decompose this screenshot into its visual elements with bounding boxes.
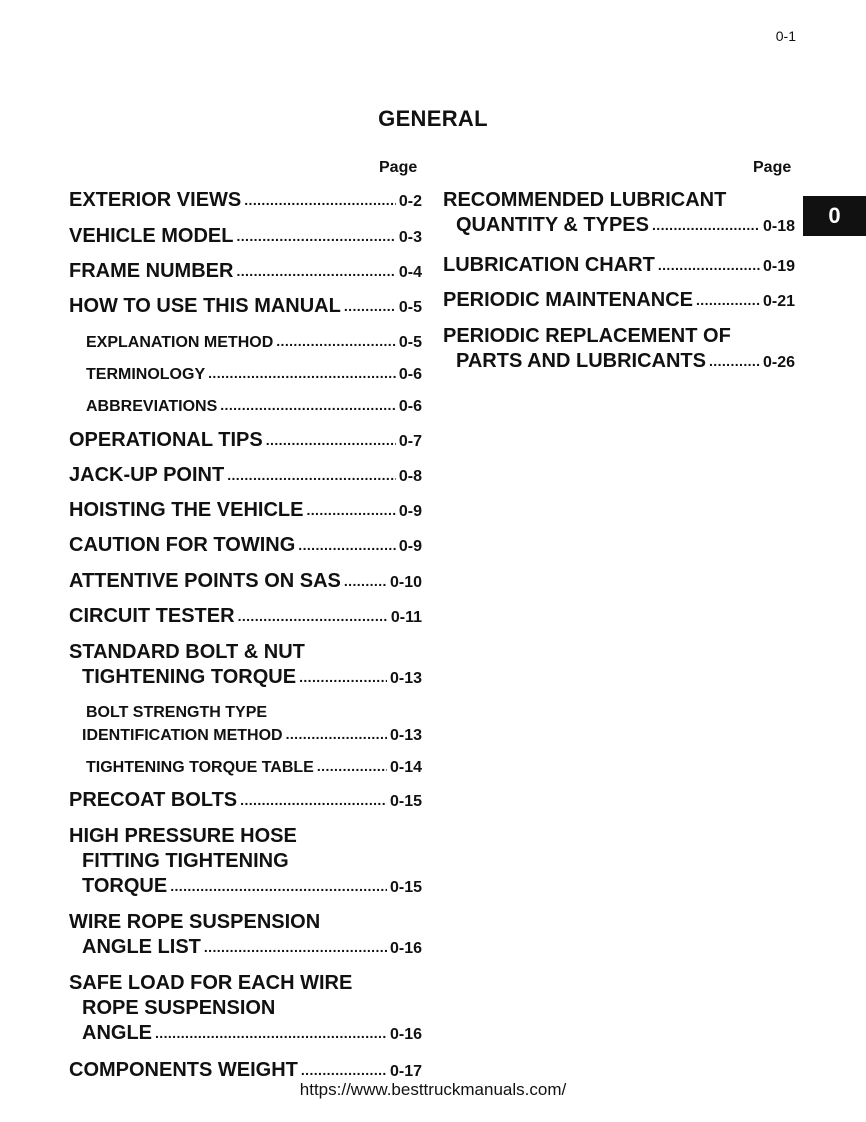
toc-entry-page: 0-5 [398,299,422,316]
toc-entry[interactable] [69,702,422,747]
toc-entry-page: 0-3 [398,229,422,246]
dot-leader [244,187,396,213]
toc-entry[interactable] [69,188,422,214]
dot-leader [236,223,395,249]
toc-entry-title: FITTING TIGHTENING [82,850,289,872]
toc-entry-page: 0-8 [398,468,422,485]
toc-entry-title: TIGHTENING TORQUE TABLE [86,759,314,776]
footer-url[interactable]: https://www.besttruckmanuals.com/ [299,1080,567,1099]
dot-leader [286,723,387,746]
dot-leader [236,258,395,284]
dot-leader [155,1020,387,1046]
toc-entry-title: PERIODIC MAINTENANCE [443,289,694,311]
toc-entry[interactable] [69,569,422,595]
toc-entry-title: EXTERIOR VIEWS [69,189,242,211]
toc-entry-title: RECOMMENDED LUBRICANT [443,189,727,211]
toc-entry-title: QUANTITY & TYPES [456,214,649,236]
toc-entry-page: 0-18 [762,218,795,235]
toc-entry[interactable] [69,498,422,524]
toc-entry[interactable] [69,971,422,1047]
toc-entry-title: CIRCUIT TESTER [69,605,235,627]
toc-entry-page: 0-13 [389,670,422,687]
toc-entry-title: ANGLE LIST [82,936,201,958]
toc-entry[interactable] [69,910,422,961]
dot-leader [299,664,387,690]
toc-entry-title: CAUTION FOR TOWING [69,534,296,556]
toc-entry-title: PARTS AND LUBRICANTS [456,350,706,372]
toc-entry-title: COMPONENTS WEIGHT [69,1059,298,1081]
toc-entry-title: ANGLE [82,1022,152,1044]
toc-entry-title: ATTENTIVE POINTS ON SAS [69,570,341,592]
dot-leader [344,568,387,594]
dot-leader [306,497,395,523]
page-column-label-left: Page [379,159,418,176]
dot-leader [652,212,760,238]
dot-leader [298,532,396,558]
dot-leader [220,394,396,417]
toc-entry-page: 0-17 [389,1063,422,1080]
toc-entry[interactable] [69,756,422,779]
toc-entry-page: 0-9 [398,503,422,520]
page-column-label-right: Page [753,159,792,176]
dot-leader [696,287,760,313]
toc-entry-page: 0-6 [398,398,422,415]
dot-leader [344,293,396,319]
toc-entry-title: TERMINOLOGY [86,366,206,383]
toc-entry-title: TIGHTENING TORQUE [82,666,297,688]
dot-leader [227,462,396,488]
dot-leader [709,348,760,374]
page-number: 0-1 [775,28,796,44]
toc-entry[interactable] [69,224,422,250]
toc-entry[interactable] [443,324,795,375]
toc-entry-page: 0-26 [762,354,795,371]
toc-entry-title: HOW TO USE THIS MANUAL [69,295,341,317]
toc-entry-title: EXPLANATION METHOD [86,334,274,351]
toc-entry-page: 0-11 [390,609,422,626]
toc-entry-page: 0-21 [762,293,795,310]
toc-entry[interactable] [69,640,422,691]
toc-entry[interactable] [69,824,422,900]
dot-leader [266,427,396,453]
toc-entry-title: BOLT STRENGTH TYPE [86,704,268,721]
toc-entry[interactable] [443,288,795,314]
toc-entry[interactable] [69,395,422,418]
toc-entry[interactable] [69,463,422,489]
toc-entry-title: OPERATIONAL TIPS [69,429,263,451]
toc-entry-title: SAFE LOAD FOR EACH WIRE [69,972,353,994]
toc-entry-title: FRAME NUMBER [69,260,234,282]
toc-entry-title: HOISTING THE VEHICLE [69,499,304,521]
toc-entry-page: 0-19 [762,258,795,275]
dot-leader [240,787,387,813]
toc-entry-page: 0-15 [389,879,422,896]
toc-entry[interactable] [443,253,795,279]
toc-entry-title: LUBRICATION CHART [443,254,655,276]
toc-entry[interactable] [69,294,422,320]
toc-entry-page: 0-10 [389,574,422,591]
toc-entry[interactable] [69,788,422,814]
toc-entry-title: TORQUE [82,875,168,897]
toc-entry-title: PERIODIC REPLACEMENT OF [443,325,731,347]
toc-entry-title: HIGH PRESSURE HOSE [69,825,297,847]
toc-entry-page: 0-16 [389,1026,422,1043]
toc-entry-page: 0-9 [398,538,422,555]
dot-leader [204,934,387,960]
toc-entry[interactable] [443,188,795,239]
toc-entry-page: 0-16 [389,940,422,957]
toc-entry[interactable] [69,604,422,630]
toc-entry-page: 0-5 [398,334,422,351]
toc-entry-title: WIRE ROPE SUSPENSION [69,911,321,933]
toc-entry[interactable] [69,533,422,559]
toc-entry-title: VEHICLE MODEL [69,225,234,247]
toc-entry-page: 0-2 [398,193,422,210]
toc-entry-title: PRECOAT BOLTS [69,789,238,811]
toc-entry-title: ROPE SUSPENSION [82,997,276,1019]
toc-entry-title: IDENTIFICATION METHOD [82,727,283,744]
toc-entry-title: ABBREVIATIONS [86,398,218,415]
dot-leader [238,603,388,629]
dot-leader [658,252,760,278]
toc-entry-title: JACK-UP POINT [69,464,225,486]
toc-entry-page: 0-14 [389,759,422,776]
section-tab: 0 [803,196,866,236]
toc-entry[interactable] [69,428,422,454]
toc-entry[interactable] [69,259,422,285]
dot-leader [317,755,387,778]
toc-entry[interactable] [69,363,422,386]
dot-leader [208,362,396,385]
page-title: GENERAL [378,106,488,131]
toc-entry-page: 0-15 [389,793,422,810]
dot-leader [170,873,387,899]
toc-entry[interactable] [69,331,422,354]
toc-entry-page: 0-6 [398,366,422,383]
toc-entry-page: 0-4 [398,264,422,281]
toc-entry-page: 0-13 [389,727,422,744]
toc-entry-title: STANDARD BOLT & NUT [69,641,305,663]
toc-entry-page: 0-7 [398,433,422,450]
dot-leader [276,330,396,353]
